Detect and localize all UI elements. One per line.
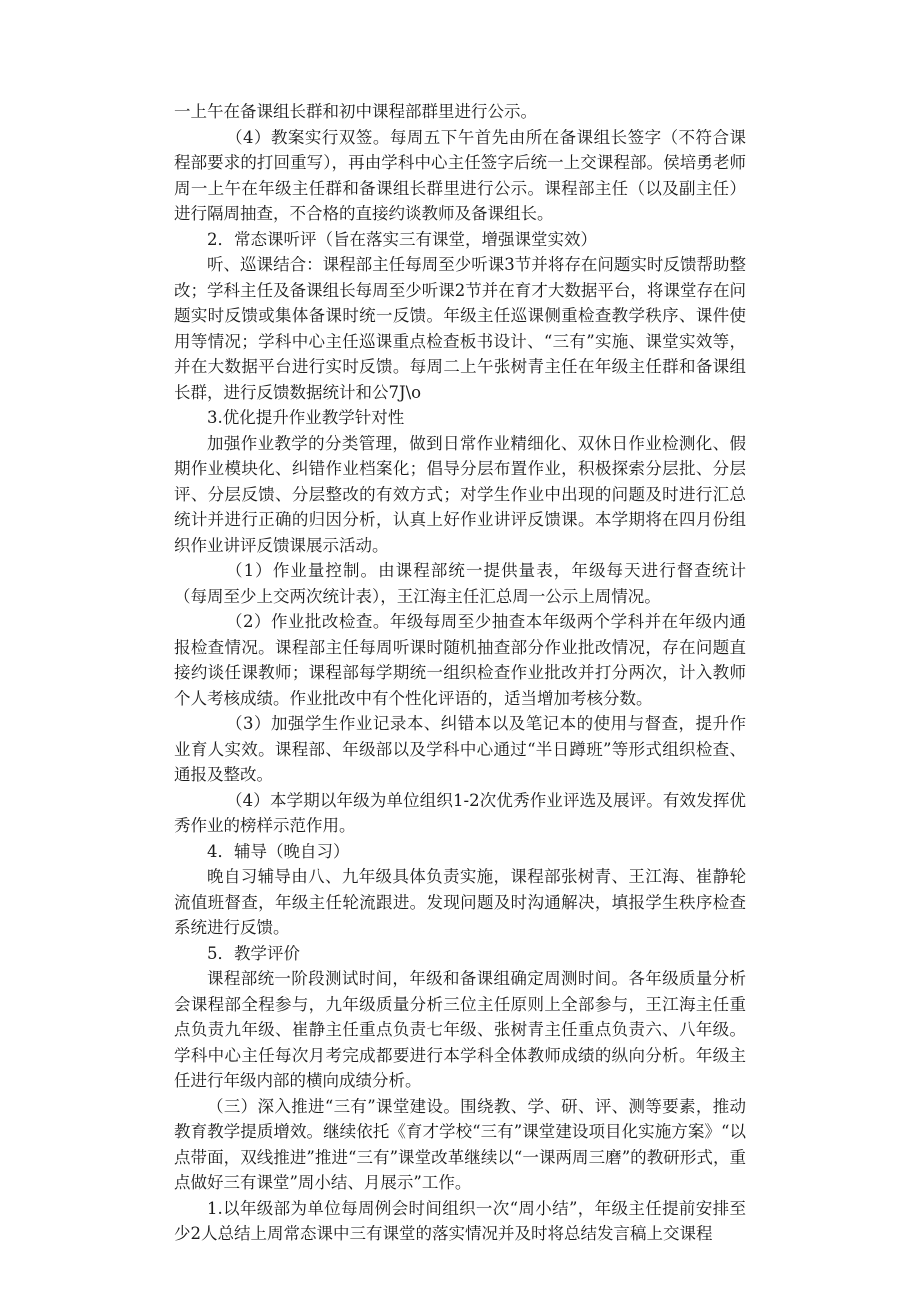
heading-regular-class-evaluation: 2．常态课听评（旨在落实三有课堂，增强课堂实效） [207,229,597,249]
heading-evening-tutoring: 4．辅导（晚自习） [207,841,350,861]
heading-teaching-evaluation: 5．教学评价 [207,943,300,963]
paragraph-continuation: 一上午在备课组长群和初中课程部群里进行公示。 [174,102,537,121]
paragraph-homework-notebooks: （3）加强学生作业记录本、纠错本以及笔记本的使用与督查，提升作业育人实效。课程部、年级部以及学科中心通过“半日蹲班”等形式组织检查、通报及整改。 [174,714,746,784]
paragraph-lesson-plan-signing: （4）教案实行双签。每周五下午首先由所在备课组长签字（不符合课程部要求的打回重写），再由学科中心主任签字后统一上交课程部。侯培勇老师周一上午在年级主任群和备课组长群里进行公示。课程部主任（以及副主任）进行隔周抽查，不合格的直接约谈教师及备课组长。 [174,127,746,223]
paragraph-three-have-classroom: （三）深入推进“三有”课堂建设。围绕教、学、研、评、测等要素，推动教育教学提质增效。继续依托《育才学校“三有”课堂建设项目化实施方案》“以点带面，双线推进”推进“三有”课堂改革继续以“一课两周三磨”的教研形式，重点做好三有课堂”周小结、月展示”工作。 [174,1096,746,1192]
document-body [174,99,746,1247]
paragraph-homework-grading: （2）作业批改检查。年级每周至少抽查本年级两个学科并在年级内通报检查情况。课程部主任每周听课时随机抽查部分作业批改情况，存在问题直接约谈任课教师；课程部每学期统一组织检查作业批改并打分两次，计入教师个人考核成绩。作业批改中有个性化评语的，适当增加考核分数。 [174,612,746,708]
paragraph-evening-tutoring: 晚自习辅导由八、九年级具体负责实施，课程部张树青、王江海、崔静轮流值班督查，年级主任轮流跟进。发现问题及时沟通解决，填报学生秩序检查系统进行反馈。 [174,867,746,937]
paragraph-homework-management: 加强作业教学的分类管理，做到日常作业精细化、双休日作业检测化、假期作业模块化、纠错作业档案化；倡导分层布置作业，积极探索分层批、分层评、分层反馈、分层整改的有效方式；对学生作业中出现的问题及时进行汇总统计并进行正确的归因分析，认真上好作业讲评反馈课。本学期将在四月份组织作业讲评反馈课展示活动。 [174,433,746,555]
paragraph-teaching-evaluation: 课程部统一阶段测试时间，年级和备课组确定周测时间。各年级质量分析会课程部全程参与，九年级质量分析三位主任原则上全部参与，王江海主任重点负责九年级、崔静主任重点负责七年级、张树青主任重点负责六、八年级。学科中心主任每次月考完成都要进行本学科全体教师成绩的纵向分析。年级主任进行年级内部的横向成绩分析。 [174,969,746,1090]
paragraph-class-observation: 听、巡课结合：课程部主任每周至少听课3节并将存在问题实时反馈帮助整改；学科主任及备课组长每周至少听课2节并在育才大数据平台，将课堂存在问题实时反馈或集体备课时统一反馈。年级主任巡课侧重检查教学秩序、课件使用等情况；学科中心主任巡课重点检查板书设计、“三有”实施、课堂实效等，并在大数据平台进行实时反馈。每周二上午张树青主任在年级主任群和备课组长群，进行反馈数据统计和公7J\o [174,255,746,402]
paragraph-weekly-summary: 1.以年级部为单位每周例会时间组织一次“周小结”，年级主任提前安排至少2人总结上周常态课中三有课堂的落实情况并及时将总结发言稿上交课程 [174,1198,746,1243]
heading-homework-optimization: 3.优化提升作业教学针对性 [207,408,405,427]
paragraph-excellent-homework: （4）本学期以年级为单位组织1-2次优秀作业评选及展评。有效发挥优秀作业的榜样示范作用。 [174,790,746,835]
paragraph-homework-quantity: （1）作业量控制。由课程部统一提供量表，年级每天进行督查统计（每周至少上交两次统计表），王江海主任汇总周一公示上周情况。 [174,561,746,606]
